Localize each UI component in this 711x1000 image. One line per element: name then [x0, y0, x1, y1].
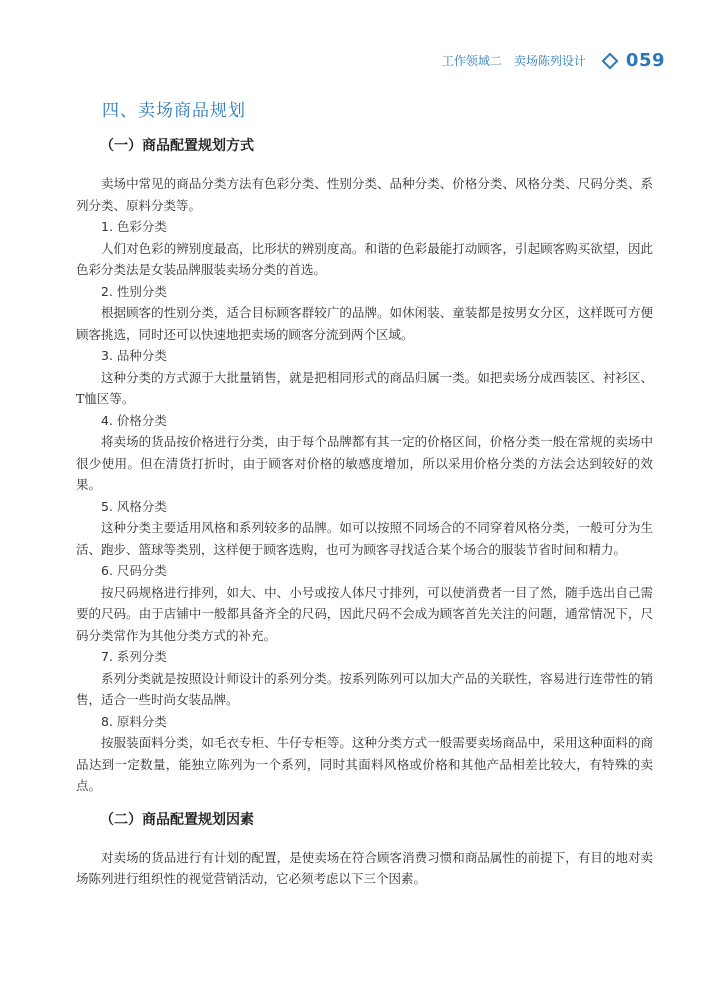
section-title: 四、卖场商品规划	[102, 101, 246, 121]
item-heading: 6. 尺码分类	[101, 563, 167, 578]
item-text: 系列分类就是按照设计师设计的系列分类。按系列陈列可以加大产品的关联性，容易进行连带性的销售，适合一些时尚女装品牌。	[76, 670, 653, 707]
running-header: 工作领域二 卖场陈列设计	[441, 54, 586, 68]
subsection-title-1: （一）商品配置规划方式	[100, 138, 254, 154]
subsection-1-intro: 卖场中常见的商品分类方法有色彩分类、性别分类、品种分类、价格分类、风格分类、尺码分类、系列分类、原料分类等。	[76, 176, 653, 213]
item-heading: 7. 系列分类	[101, 649, 167, 664]
item-text: 这种分类主要适用风格和系列较多的品牌。如可以按照不同场合的不同穿着风格分类，一般可分为生活、跑步、篮球等类别，这样便于顾客选购，也可为顾客寻找适合某个场合的服装节省时间和精力。	[76, 520, 653, 557]
item-heading: 2. 性别分类	[101, 283, 167, 299]
subsection-title-2: （二）商品配置规划因素	[100, 811, 254, 828]
page-body	[76, 96, 653, 890]
subsection-2-intro: 对卖场的货品进行有计划的配置，是使卖场在符合顾客消费习惯和商品属性的前提下，有目的地对卖场陈列进行组织性的视觉营销活动，它必须考虑以下三个因素。	[76, 849, 653, 886]
item-text: 根据顾客的性别分类，适合目标顾客群较广的品牌。如休闲装、童装都是按男女分区，这样既可方便顾客挑选，同时还可以快速地把卖场的顾客分流到两个区域。	[76, 305, 653, 342]
item-heading: 4. 价格分类	[101, 412, 167, 428]
item-heading: 3. 品种分类	[101, 348, 167, 363]
item-heading: 1. 色彩分类	[101, 219, 167, 234]
item-text: 按尺码规格进行排列，如大、中、小号或按人体尺寸排列，可以使消费者一目了然，随手选出自己需要的尺码。由于店铺中一般都具备齐全的尺码，因此尺码不会成为顾客首先关注的问题，通常情况下，尺码分类常作为其他分类方式的补充。	[76, 584, 653, 643]
page-number: 059	[625, 50, 665, 71]
page-header	[442, 50, 665, 71]
item-text: 将卖场的货品按价格进行分类，由于每个品牌都有其一定的价格区间，价格分类一般在常规的卖场中很少使用。但在清货打折时，由于顾客对价格的敏感度增加，所以采用价格分类的方法会达到较好的效果。	[76, 434, 653, 492]
item-text: 这种分类的方式源于大批量销售，就是把相同形式的商品归属一类。如把卖场分成西装区、衬衫区、T恤区等。	[76, 369, 653, 406]
item-text: 人们对色彩的辨别度最高，比形状的辨别度高。和谐的色彩最能打动顾客，引起顾客购买欲望，因此色彩分类法是女装品牌服装卖场分类的首选。	[76, 240, 653, 277]
diamond-icon	[601, 52, 618, 69]
item-heading: 5. 风格分类	[101, 498, 167, 514]
item-text: 按服装面料分类，如毛衣专柜、牛仔专柜等。这种分类方式一般需要卖场商品中，采用这种面料的商品达到一定数量，能独立陈列为一个系列，同时其面料风格或价格和其他产品相差比较大，有特殊的卖点。	[76, 735, 653, 793]
item-heading: 8. 原料分类	[101, 713, 167, 729]
